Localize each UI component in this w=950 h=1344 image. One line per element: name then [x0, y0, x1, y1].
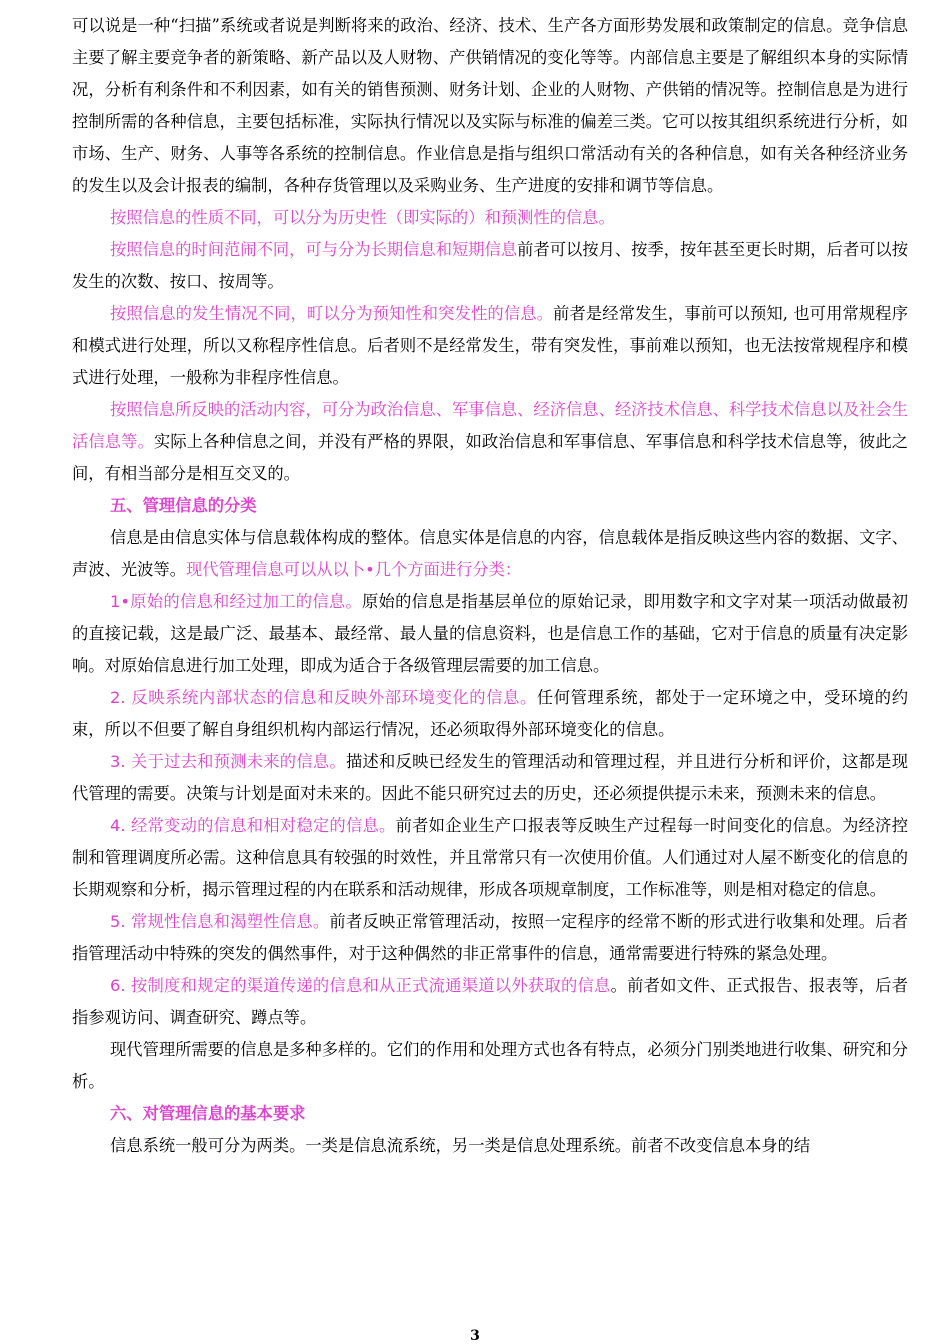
highlighted-text: 6. 按制度和规定的渠道传递的信息和从正式流通渠道以外获取的信息 [110, 976, 611, 995]
paragraph-2 [72, 202, 908, 234]
section-heading-6: 六、对管理信息的基本要求 [110, 1104, 306, 1123]
paragraph-text: 前者可以按月、按季，按年甚至更长时期，后者可以按发生的次数、按口、按周等。 [72, 240, 908, 291]
paragraph-11 [72, 906, 908, 970]
paragraph-12 [72, 970, 908, 1034]
highlighted-text: 4. 经常变动的信息和相对稳定的信息。 [110, 816, 396, 835]
paragraph-6 [72, 522, 908, 586]
paragraph-13 [72, 1034, 908, 1098]
paragraph-text: 信息系统一般可分为两类。一类是信息流系统，另一类是信息处理系统。前者不改变信息本身的结 [110, 1136, 811, 1155]
paragraph-text: 实际上各种信息之间，并没有严格的界限，如政治信息和军事信息、军事信息和科学技术信息等，彼此之间，有相当部分是相互交叉的。 [72, 432, 908, 483]
highlighted-text: 按照信息的时间范闹不同，可与分为长期信息和短期信息 [110, 240, 518, 259]
highlighted-text: 按照信息的性质不同，可以分为历史性（即实际的）和预测性的信息。 [110, 208, 615, 227]
paragraph-text: 前者反映正常管理活动，按照一定程序的经常不断的形式进行收集和处理。后者指管理活动中特殊的突发的偶然事件，对于这种偶然的非正常事件的信息，通常需要进行特殊的紧急处理。 [72, 912, 908, 963]
paragraph-4 [72, 298, 908, 394]
paragraph-text: 。前者如文件、正式报告、报表等，后者指参观访问、调查研究、蹲点等。 [72, 976, 908, 1027]
paragraph-3 [72, 234, 908, 298]
paragraph-9 [72, 746, 908, 810]
paragraph-text: 描述和反映已经发生的管理活动和管理过程，并且进行分析和评价，这都是现代管理的需要。决策与计划是面对未来的。因此不能只研究过去的历史，还必须提供提示未来，预测未来的信息。 [72, 752, 908, 803]
paragraph-8 [72, 682, 908, 746]
paragraph-text: 信息是由信息实体与信息载体构成的整体。信息实体是信息的内容，信息载体是指反映这些内容的数据、文字、声波、光波等。 [72, 528, 908, 579]
paragraph-7 [72, 586, 908, 682]
paragraph-text: 现代管理所需要的信息是多种多样的。它们的作用和处理方式也各有特点，必须分门别类地进行收集、研究和分析。 [72, 1040, 908, 1091]
paragraph-text: 前者如企业生产口报表等反映生产过程每一时间变化的信息。为经济控制和管理调度所必需。这种信息具有较强的时效性，并且常常只有一次使用价值。人们通过对人屋不断变化的信息的长期观察和分析，揭示管理过程的内在联系和活动规律，形成各项规章制度，工作标准等，则是相对稳定的信息。 [72, 816, 908, 899]
document-body [72, 10, 908, 1162]
paragraph-1 [72, 10, 908, 202]
highlighted-text: 3. 关于过去和预测未来的信息。 [110, 752, 346, 771]
section-heading-5: 五、管理信息的分类 [110, 496, 257, 515]
paragraph-text: 前者是经常发生，事前可以预知, 也可用常规程序和模式进行处理，所以又称程序性信息。后者则不是经常发生，带有突发性，事前难以预知，也无法按常规程序和模式进行处理，一般称为非程序性信息。 [72, 304, 908, 387]
highlighted-text: 现代管理信息可以从以卜•几个方面进行分类： [185, 560, 522, 579]
highlighted-text: 按照信息的发生情况不同，町以分为预知性和突发性的信息。 [110, 304, 554, 323]
paragraph-10 [72, 810, 908, 906]
highlighted-text: 按照信息所反映的活动内容，可分为政治信息、军事信息、经济信息、经济技术信息、科学技术信息以及社会生活信息等。 [72, 400, 908, 451]
paragraph-14 [72, 1130, 908, 1162]
paragraph-5 [72, 394, 908, 490]
paragraph-text: 可以说是一种“扫描”系统或者说是判断将来的政治、经济、技术、生产各方面形势发展和政策制定的信息。竞争信息主要了解主要竞争者的新策略、新产品以及人财物、产供销情况的变化等等。内部信息主要是了解组织本身的实际情况，分析有利条件和不利因素，如有关的销售预测、财务计划、企业的人财物、产供销的情况等。控制信息是为进行控制所需的各种信息，主要包括标准，实际执行情况以及实际与标准的偏差三类。它可以按其组织系统进行分析，如市场、生产、财务、人事等各系统的控制信息。作业信息是指与组织口常活动有关的各种信息，如有关各种经济业务的发生以及会计报表的编制，各种存货管理以及采购业务、生产进度的安排和调节等信息。 [72, 16, 908, 195]
paragraph-text: 任何管理系统，都处于一定环境之中，受环境的约束，所以不但要了解自身组织机构内部运行情况，还必须取得外部环境变化的信息。 [72, 688, 908, 739]
highlighted-text: 5. 常规性信息和渴塑性信息。 [110, 912, 330, 931]
page-number: 3 [470, 1328, 480, 1344]
paragraph-text: 原始的信息是指基层单位的原始记录，即用数字和文字对某一项活动做最初的直接记载，这是最广泛、最基本、最经常、最人量的信息资料，也是信息工作的基础，它对于信息的质量有决定影响。对原始信息进行加工处理，即成为适合于各级管理层需要的加工信息。 [72, 592, 908, 675]
highlighted-text: 1•原始的信息和经过加工的信息。 [110, 592, 362, 611]
highlighted-text: 2. 反映系统内部状态的信息和反映外部环境变化的信息。 [110, 688, 537, 707]
